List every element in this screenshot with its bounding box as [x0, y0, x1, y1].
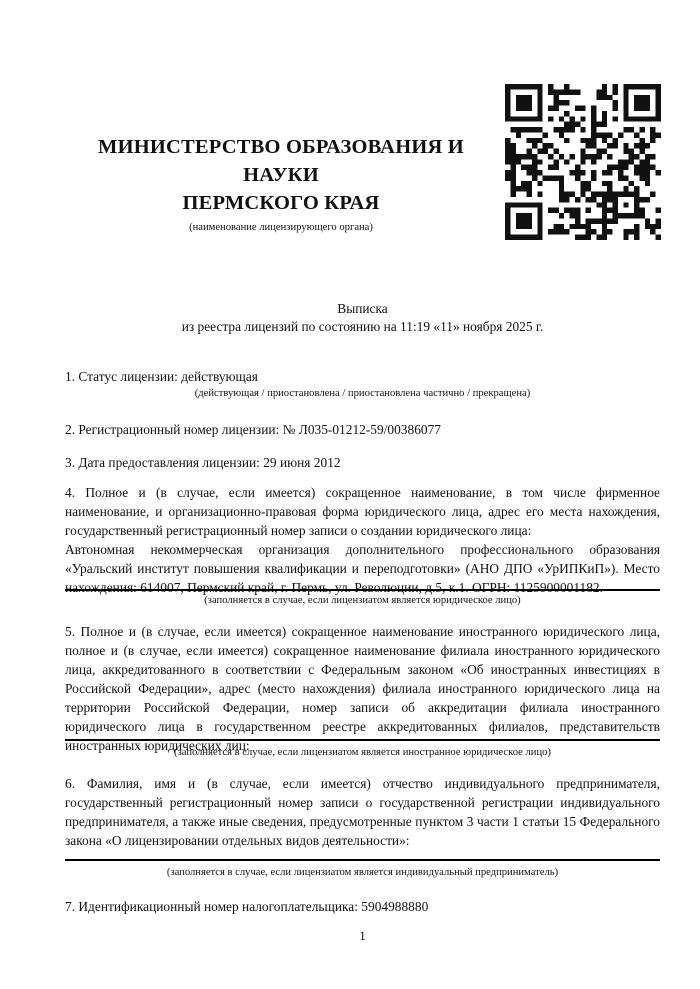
item-legal-entity-value: Автономная некоммерческая организация дополнительного профессионального образования «Уральский институт повышения квалификации и переподготовки» (АНО ДПО «УрИПКиП»). Место нахождения: 614007, Пермский край, г. Пермь, ул. Революции, д.5, к.1. ОГРН: 1125900001182. [65, 542, 660, 595]
legal-entity-underline [65, 589, 660, 591]
title-line2: из реестра лицензий по состоянию на 11:19 «11» ноября 2025 г. [181, 318, 544, 334]
legal-entity-caption: (заполняется в случае, если лицензиатом является юридическое лицо) [204, 595, 521, 606]
qr-code-icon [505, 84, 661, 240]
licensing-authority-header [65, 133, 497, 235]
title-line1: Выписка [337, 301, 388, 316]
item-registration-number: 2. Регистрационный номер лицензии: № Л035-01212-59/00386077 [65, 422, 441, 437]
item-foreign-entity-label: 5. Полное и (в случае, если имеется) сокращенное наименование иностранного юридического лица, полное и (в случае, если имеется) сокращенное наименование филиала иностранного юридического лица, аккредитованного в соответствии с Федеральным законом «Об иностранных инвестициях в Российской Федерации», адрес (место нахождения) филиала иностранного юридического лица на территории Российской Федерации, номер записи об аккредитации филиала иностранного юридического лица в государственном реестре аккредитованных филиалов, представительств иностранных юридических лиц: [65, 624, 660, 753]
item-entrepreneur-label: 6. Фамилия, имя и (в случае, если имеется) отчество индивидуального предпринимателя, государственный регистрационный номер записи о государственной регистрации индивидуального предпринимателя, а также иные сведения, предусмотренные пунктом 3 части 1 статьи 15 Федерального закона «О лицензировании отдельных видов деятельности»: [65, 776, 660, 848]
header-caption: (наименование лицензирующего органа) [189, 222, 373, 233]
foreign-entity-underline [65, 739, 660, 741]
entrepreneur-caption: (заполняется в случае, если лицензиатом является индивидуальный предприниматель) [166, 867, 559, 878]
ministry-name-line1: МИНИСТЕРСТВО ОБРАЗОВАНИЯ И НАУКИ [98, 136, 464, 186]
ministry-name-line2: ПЕРМСКОГО КРАЯ [182, 192, 380, 214]
item-legal-entity-block [65, 483, 660, 597]
item-grant-date: 3. Дата предоставления лицензии: 29 июня 2012 [65, 455, 341, 470]
item-legal-entity-label: 4. Полное и (в случае, если имеется) сокращенное наименование, в том числе фирменное наименование, и организационно-правовая форма юридического лица, адрес его места нахождения, государственный регистрационный номер записи о создании юридического лица: [65, 485, 660, 538]
foreign-entity-caption: (заполняется в случае, если лицензиатом является иностранное юридическое лицо) [174, 747, 551, 758]
page-number: 1 [359, 928, 366, 943]
item-taxpayer-number: 7. Идентификационный номер налогоплательщика: 5904988880 [65, 899, 429, 914]
item-license-status: 1. Статус лицензии: действующая [65, 369, 258, 384]
document-title [65, 300, 660, 335]
entrepreneur-underline [65, 859, 660, 861]
item-license-status-caption: (действующая / приостановлена / приостановлена частично / прекращена) [194, 388, 531, 399]
